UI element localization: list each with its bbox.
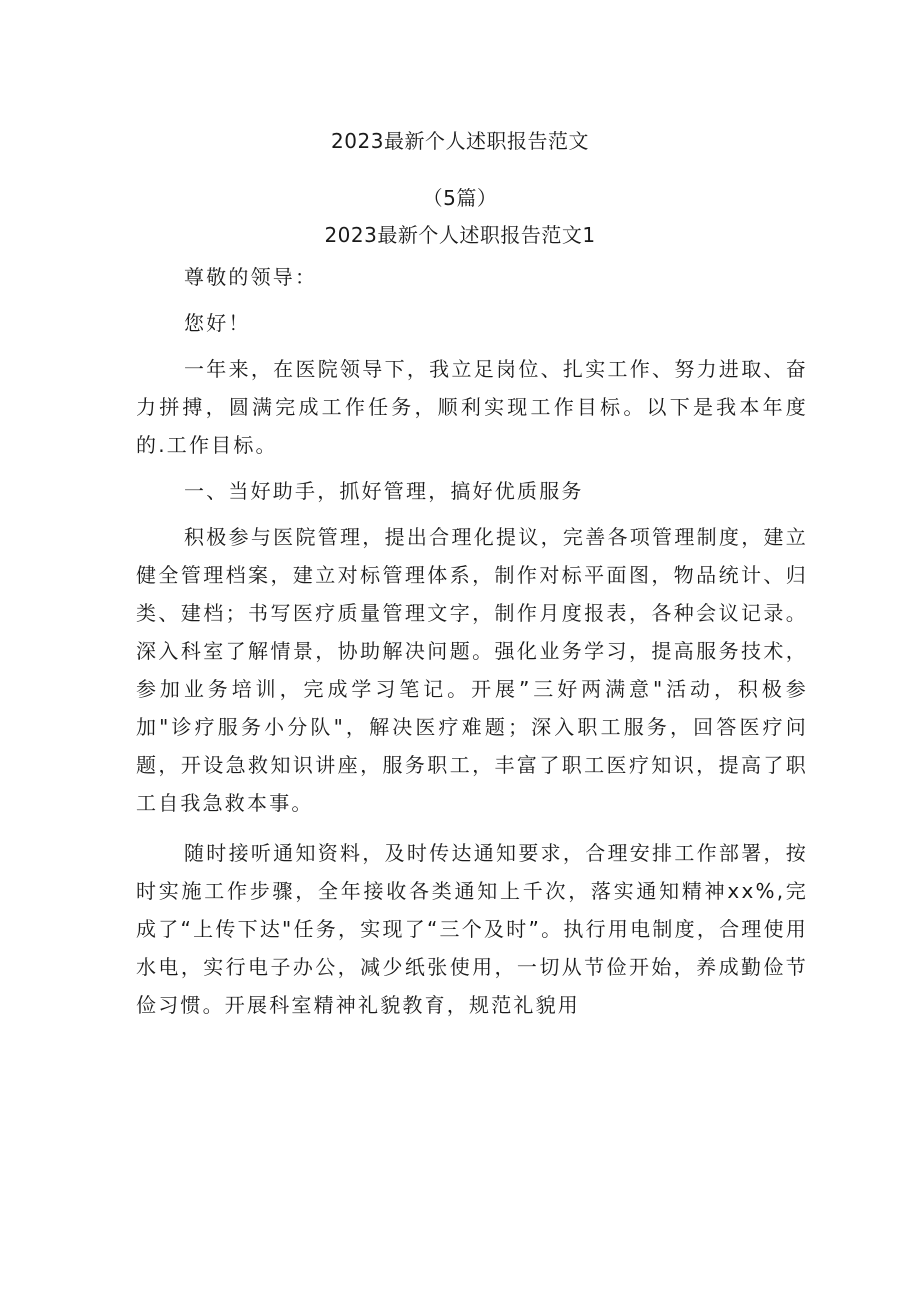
section-title: 2023最新个人述职报告范文1 xyxy=(324,223,596,247)
section-heading: 一、当好助手，抓好管理，搞好优质服务 xyxy=(184,479,584,503)
intro-paragraph: 一年来，在医院领导下，我立足岗位、扎实工作、努力进取、奋力拼搏，圆满完成工作任务，顺利实现工作目标。以下是我本年度的.工作目标。 xyxy=(136,357,808,457)
document-body xyxy=(136,258,808,1032)
greeting: 您好！ xyxy=(184,311,251,335)
body-paragraph: 积极参与医院管理，提出合理化提议，完善各项管理制度，建立健全管理档案，建立对标管理体系，制作对标平面图，物品统计、归类、建档；书写医疗质量管理文字，制作月度报表，各种会议记录。深入科室了解情景，协助解决问题。强化业务学习，提高服务技术，参加业务培训，完成学习笔记。开展”三好两满意"活动，积极参加"诊疗服务小分队"，解决医疗难题；深入职工服务，回答医疗问题，开设急救知识讲座，服务职工，丰富了职工医疗知识，提高了职工自我急救本事。 xyxy=(136,525,808,815)
salutation: 尊敬的领导： xyxy=(184,265,318,289)
document-subtitle: （5篇） xyxy=(422,186,498,210)
document-title: 2023最新个人述职报告范文 xyxy=(331,129,589,153)
body-paragraph: 随时接听通知资料，及时传达通知要求，合理安排工作部署，按时实施工作步骤，全年接收各类通知上千次，落实通知精神xx%,完成了“上传下达"任务，实现了“三个及时”。执行用电制度，合理使用水电，实行电子办公，减少纸张使用，一切从节俭开始，养成勤俭节俭习惯。开展科室精神礼貌教育，规范礼貌用 xyxy=(136,841,808,1017)
